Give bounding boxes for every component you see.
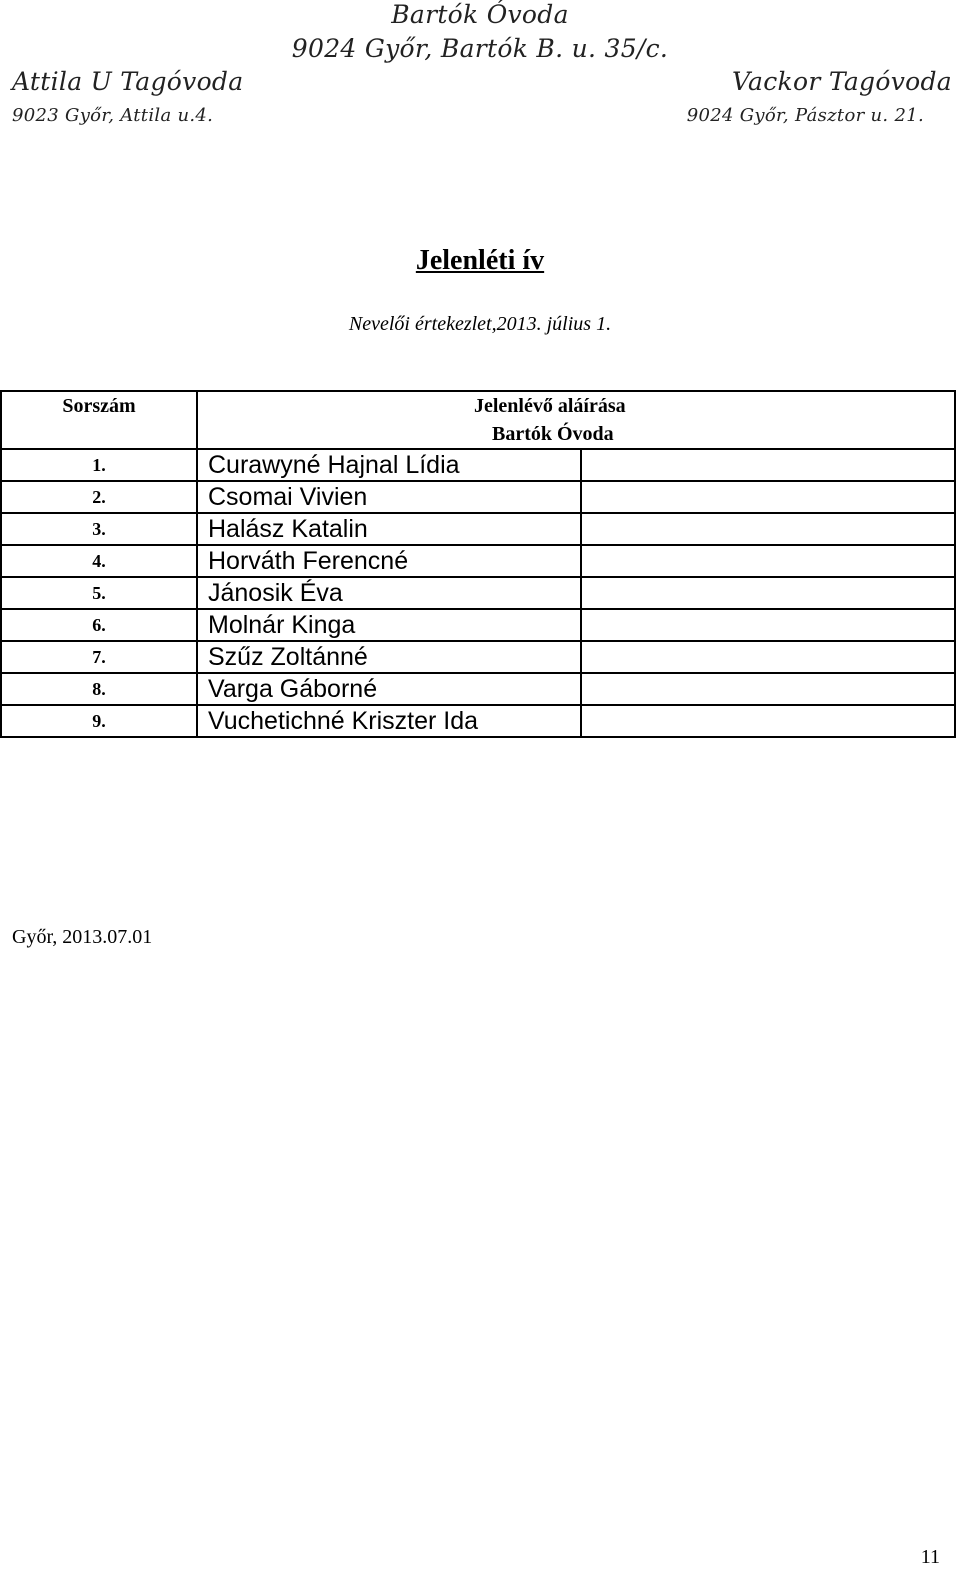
attendee-name: Horváth Ferencné (197, 545, 581, 577)
signature-cell[interactable] (581, 609, 955, 641)
row-number: 2. (1, 481, 197, 513)
attendee-name: Varga Gáborné (197, 673, 581, 705)
attendee-name: Csomai Vivien (197, 481, 581, 513)
attendee-name: Jánosik Éva (197, 577, 581, 609)
row-number: 6. (1, 609, 197, 641)
table-row (1, 513, 955, 545)
attendee-name: Vuchetichné Kriszter Ida (197, 705, 581, 737)
table-row (1, 673, 955, 705)
table-row (1, 705, 955, 737)
attendee-name: Szűz Zoltánné (197, 641, 581, 673)
row-number: 7. (1, 641, 197, 673)
signature-cell[interactable] (581, 449, 955, 481)
document-title: Jelenléti ív (415, 245, 545, 276)
attendee-name: Halász Katalin (197, 513, 581, 545)
attendance-table (0, 390, 956, 738)
signature-header-sublabel: Bartók Óvoda (492, 423, 614, 445)
signature-cell[interactable] (581, 481, 955, 513)
table-row (1, 609, 955, 641)
table-row (1, 449, 955, 481)
signature-cell[interactable] (581, 673, 955, 705)
page-number: 11 (920, 1546, 940, 1568)
right-branch-name: Vackor Tagóvoda (731, 67, 952, 96)
signature-cell[interactable] (581, 705, 955, 737)
table-row (1, 641, 955, 673)
place-date: Győr, 2013.07.01 (12, 926, 153, 948)
signature-cell[interactable] (581, 641, 955, 673)
attendee-name: Curawyné Hajnal Lídia (197, 449, 581, 481)
kindergarten-name: Bartók Óvoda (391, 0, 569, 29)
row-number: 1. (1, 449, 197, 481)
table-header-row (1, 391, 955, 449)
attendee-name: Molnár Kinga (197, 609, 581, 641)
attendance-rows (1, 449, 955, 737)
left-branch-name: Attila U Tagóvoda (12, 67, 244, 96)
table-row (1, 577, 955, 609)
column-header-number: Sorszám (1, 391, 197, 449)
row-number: 4. (1, 545, 197, 577)
right-branch-address: 9024 Győr, Pásztor u. 21. (686, 105, 924, 126)
kindergarten-address: 9024 Győr, Bartók B. u. 35/c. (291, 34, 669, 63)
signature-cell[interactable] (581, 577, 955, 609)
table-row (1, 545, 955, 577)
row-number: 3. (1, 513, 197, 545)
document-subtitle: Nevelői értekezlet,2013. július 1. (348, 313, 612, 335)
table-row (1, 481, 955, 513)
row-number: 9. (1, 705, 197, 737)
row-number: 8. (1, 673, 197, 705)
signature-cell[interactable] (581, 545, 955, 577)
left-branch-address: 9023 Győr, Attila u.4. (12, 105, 214, 126)
signature-header-label: Jelenlévő aláírása (474, 395, 626, 417)
signature-cell[interactable] (581, 513, 955, 545)
column-header-signature (197, 391, 955, 449)
row-number: 5. (1, 577, 197, 609)
